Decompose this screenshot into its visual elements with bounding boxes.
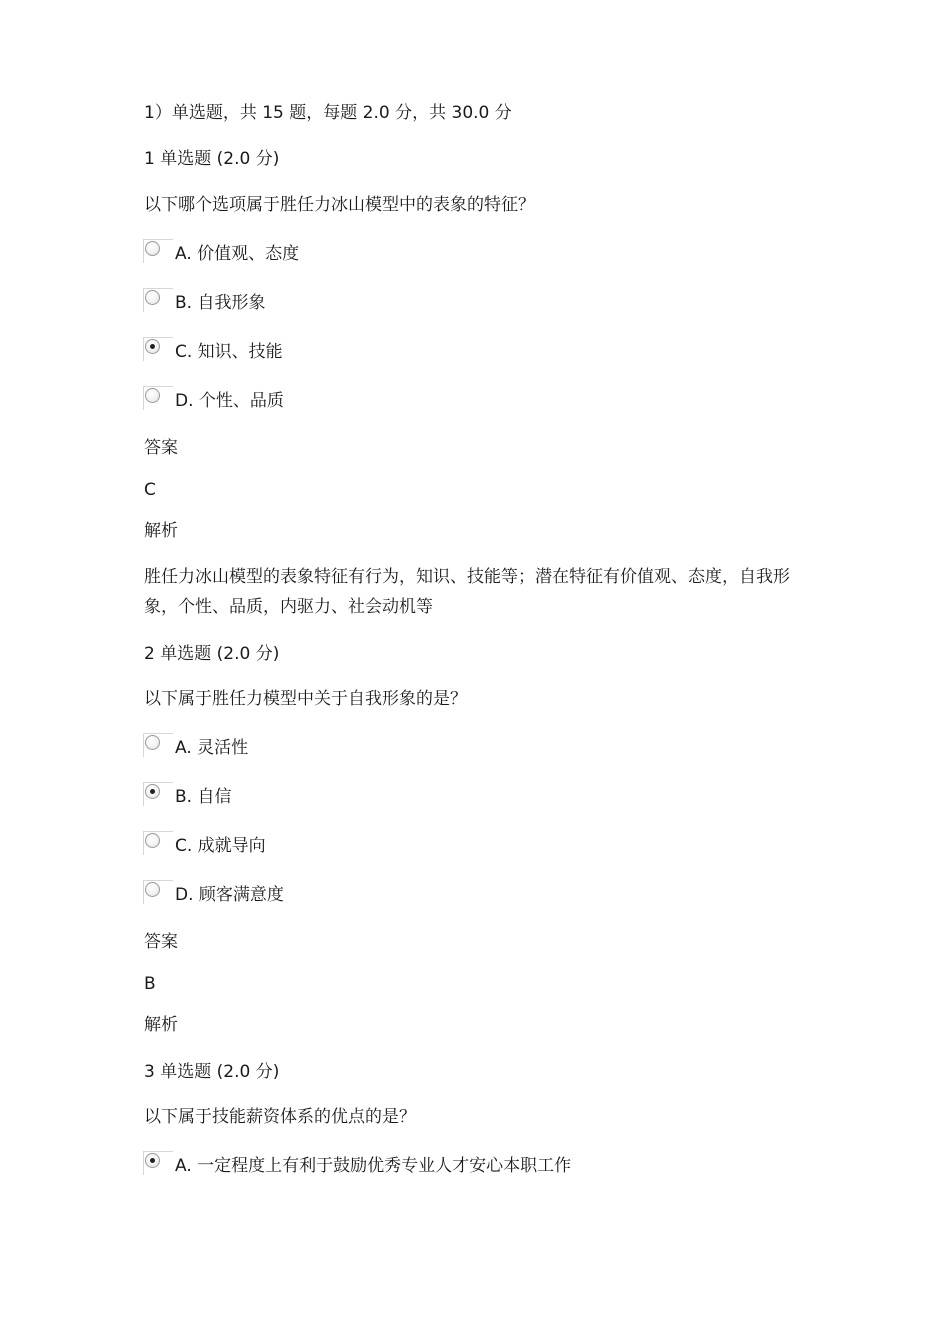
question-2-heading: 2 单选题 (2.0 分) [144,644,280,664]
question-3-option-a[interactable] [143,1151,571,1177]
question-1-answer-value: C [144,480,156,500]
question-2-stem: 以下属于胜任力模型中关于自我形象的是？ [144,689,467,709]
radio-button-checked-icon[interactable] [145,1153,160,1168]
question-2-answer-value: B [144,974,156,994]
question-1-option-a[interactable] [143,239,299,265]
option-label: D. 顾客满意度 [175,885,284,905]
radio-button-icon[interactable] [145,882,160,897]
question-2-analysis-label: 解析 [144,1015,178,1035]
radio-button-icon[interactable] [145,290,160,305]
question-2-option-d[interactable] [143,880,284,906]
option-label: A. 价值观、态度 [175,244,300,264]
radio-frame [143,337,173,361]
radio-frame [143,1151,173,1175]
radio-button-icon[interactable] [145,241,160,256]
radio-frame [143,386,173,410]
question-1-answer-label: 答案 [144,438,178,458]
radio-frame [143,880,173,904]
option-label: A. 一定程度上有利于鼓励优秀专业人才安心本职工作 [175,1156,572,1176]
question-2-option-b[interactable] [143,782,231,808]
option-label: B. 自我形象 [175,293,266,313]
question-1-option-b[interactable] [143,288,265,314]
question-2-answer-label: 答案 [144,932,178,952]
radio-frame [143,733,173,757]
radio-frame [143,782,173,806]
option-label: B. 自信 [175,787,232,807]
question-2-option-a[interactable] [143,733,248,759]
radio-frame [143,288,173,312]
question-3-heading: 3 单选题 (2.0 分) [144,1062,280,1082]
radio-button-icon[interactable] [145,388,160,403]
option-label: C. 知识、技能 [175,342,283,362]
radio-button-icon[interactable] [145,833,160,848]
question-1-option-c[interactable] [143,337,283,363]
question-1-stem: 以下哪个选项属于胜任力冰山模型中的表象的特征？ [144,195,535,215]
section-header: 1）单选题，共 15 题，每题 2.0 分，共 30.0 分 [144,103,512,123]
radio-button-icon[interactable] [145,735,160,750]
question-1-analysis-label: 解析 [144,521,178,541]
question-1-analysis-text: 胜任力冰山模型的表象特征有行为，知识、技能等；潜在特征有价值观、态度，自我形象，个性、品质，内驱力、社会动机等 [144,567,790,617]
option-label: D. 个性、品质 [175,391,284,411]
question-1-heading: 1 单选题 (2.0 分) [144,149,280,169]
question-2-option-c[interactable] [143,831,266,857]
question-1-option-d[interactable] [143,386,284,412]
radio-button-checked-icon[interactable] [145,784,160,799]
option-label: C. 成就导向 [175,836,266,856]
radio-button-checked-icon[interactable] [145,339,160,354]
radio-frame [143,239,173,263]
question-3-stem: 以下属于技能薪资体系的优点的是？ [144,1107,416,1127]
radio-frame [143,831,173,855]
option-label: A. 灵活性 [175,738,249,758]
